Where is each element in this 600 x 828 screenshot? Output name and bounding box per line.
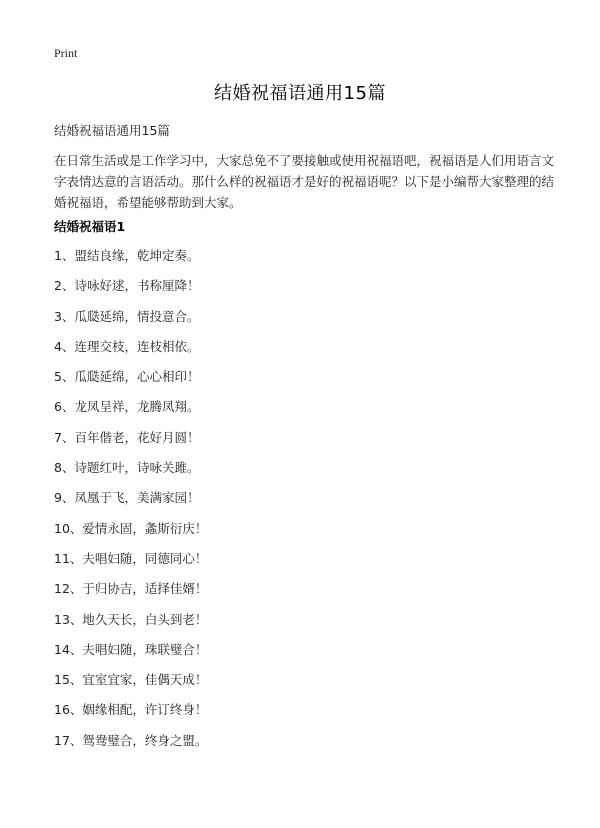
list-item: 17、鸳鸯璧合，终身之盟。 — [54, 732, 208, 748]
list-item: 13、地久天长，白头到老！ — [54, 611, 208, 627]
intro-paragraph: 在日常生活或是工作学习中，大家总免不了要接触或使用祝福语吧，祝福语是人们用语言文字表情达意的言语活动。那什么样的祝福语才是好的祝福语呢？以下是小编帮大家整理的结婚祝福语，希望能够帮助到大家。 — [54, 153, 555, 210]
list-item: 4、连理交枝，连枝相依。 — [54, 338, 200, 354]
list-item: 3、瓜瓞延绵，情投意合。 — [54, 308, 200, 324]
blessing-list — [54, 248, 207, 763]
list-item: 9、凤凰于飞，美满家园！ — [54, 490, 200, 506]
document-subtitle: 结婚祝福语通用15篇 — [54, 123, 170, 138]
list-item: 12、于归协吉，适择佳婿！ — [54, 581, 208, 597]
page-title: 结婚祝福语通用15篇 — [214, 83, 386, 104]
list-item: 14、夫唱妇随，珠联璧合！ — [54, 641, 208, 657]
list-item: 1、盟结良缘，乾坤定奏。 — [54, 248, 200, 263]
list-item: 16、姻缘相配，许订终身！ — [54, 702, 208, 718]
list-item: 7、百年偕老，花好月圆！ — [54, 429, 200, 445]
list-item: 8、诗题红叶，诗咏关雎。 — [54, 460, 200, 476]
list-item: 6、龙凤呈祥，龙腾凤翔。 — [54, 399, 200, 415]
list-item: 11、夫唱妇随，同德同心！ — [54, 550, 208, 566]
list-item: 15、宜室宜家，佳偶天成！ — [54, 672, 208, 688]
section-heading: 结婚祝福语1 — [54, 219, 126, 234]
list-item: 5、瓜瓞延绵，心心相印！ — [54, 369, 200, 385]
list-item: 10、爱情永固，螽斯衍庆！ — [54, 520, 208, 536]
list-item: 2、诗咏好逑，书称厘降！ — [54, 278, 200, 294]
print-link[interactable]: Print — [54, 46, 78, 60]
